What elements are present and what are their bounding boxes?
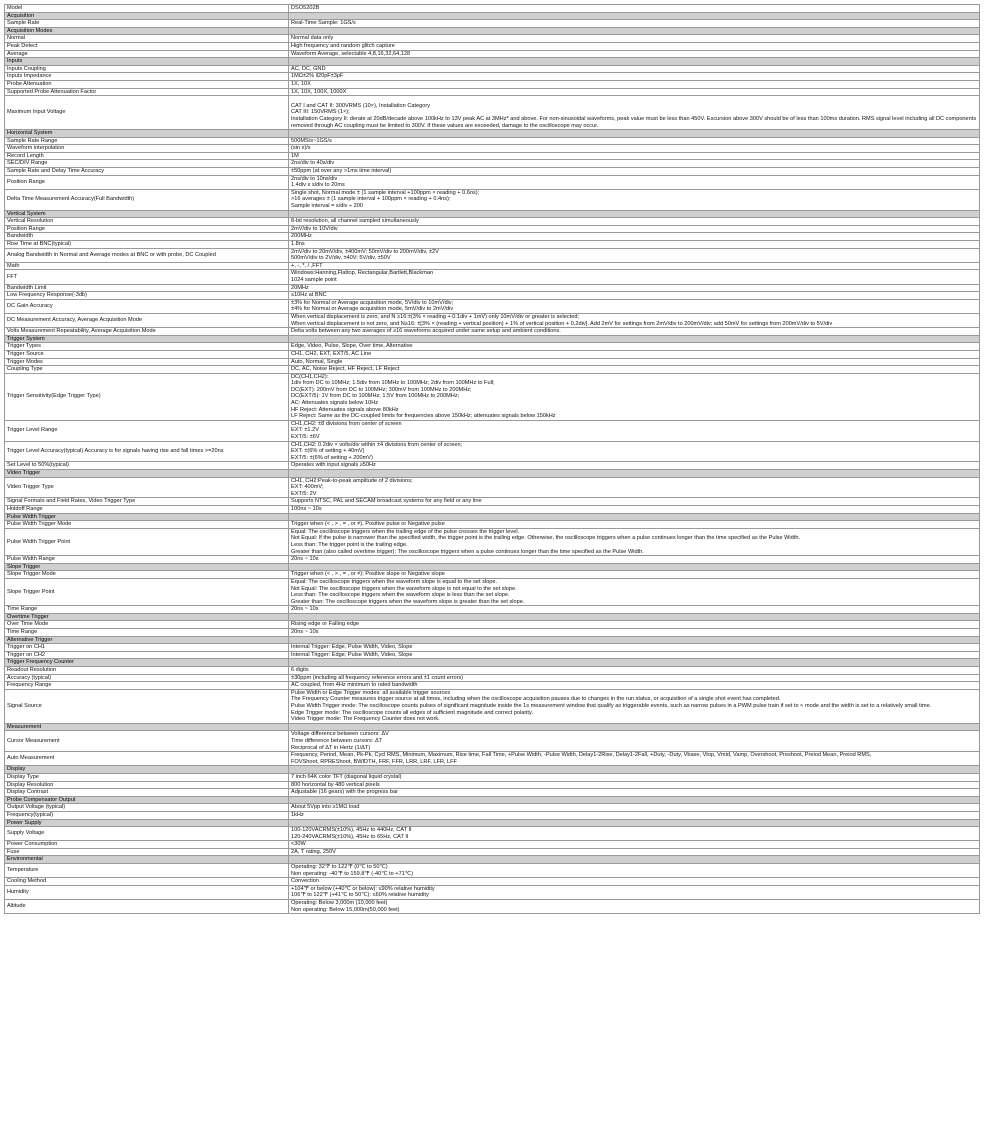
spec-row bbox=[5, 841, 980, 849]
section-filler-cell bbox=[289, 513, 980, 521]
spec-value: 2mV/div to 10V/div bbox=[289, 225, 980, 233]
spec-row bbox=[5, 505, 980, 513]
spec-row bbox=[5, 789, 980, 797]
spec-row bbox=[5, 137, 980, 145]
section-filler-cell bbox=[289, 856, 980, 864]
spec-value: 1X, 10X, 100X, 1000X bbox=[289, 88, 980, 96]
spec-value: Adjustable (16 gears) with the progress bar bbox=[289, 789, 980, 797]
spec-value: CH1,CH2: ±8 divisions from center of screen EXT: ±1.2V EXT/5: ±6V bbox=[289, 420, 980, 441]
section-filler-cell bbox=[289, 210, 980, 218]
section-title: Environmental bbox=[5, 856, 289, 864]
section-title: Video Trigger bbox=[5, 470, 289, 478]
spec-row bbox=[5, 50, 980, 58]
spec-row bbox=[5, 752, 980, 766]
section-title: Power Supply bbox=[5, 819, 289, 827]
section-title: Vertical System bbox=[5, 210, 289, 218]
spec-value: Equal: The oscilloscope triggers when the trailing edge of the pulse crosses the trigger level. Not Equal: If the pulse is narrower than the specified width, the trigger point is the trailing edge. Otherwise, the oscilloscope triggers when a pulse continues longer than the time specified as the Pulse Width. Less than: The trigger point is the trailing edge. Greater than (also called overtime trigger): The oscilloscope triggers when a pulse continues longer than the time specified as the Pulse Width. bbox=[289, 528, 980, 555]
section-filler-cell bbox=[289, 636, 980, 644]
spec-row bbox=[5, 731, 980, 752]
spec-value: 500MS/s~1GS/s bbox=[289, 137, 980, 145]
spec-label: Signal Source bbox=[5, 689, 289, 723]
spec-value: ±3% for Normal or Average acquisition mode, 5V/div to 10mV/div; ±4% for Normal or Average acquisition mode, 5mV/div to 2mV/div bbox=[289, 299, 980, 313]
spec-row bbox=[5, 313, 980, 327]
section-filler-cell bbox=[289, 27, 980, 35]
spec-value: 8-bit resolution, all channel sampled simultaneously bbox=[289, 218, 980, 226]
spec-row bbox=[5, 878, 980, 886]
spec-label: Peak Detect bbox=[5, 42, 289, 50]
spec-row bbox=[5, 80, 980, 88]
section-header-row bbox=[5, 796, 980, 804]
spec-value: Equal: The oscilloscope triggers when the waveform slope is equal to the set slope. Not Equal: The oscilloscope triggers when the waveform slope is not equal to the set slope. Less than: The oscilloscope triggers when the waveform slope is less than the set slope. Greater than: The oscilloscope triggers when the waveform slope is greater than the set slope. bbox=[289, 578, 980, 605]
spec-value: When vertical displacement is zero, and N ≥16:±(3% × reading + 0.1div + 1mV) only 10mV/div or greater is selected; When vertical displacement is not zero, and N≥16: ±[3% × (reading + vertical position) + 1% of vertical position + 0.2div]. Add 2mV for settings from 2mV/div to 200mV/div; add 50mV for settings from 200mV/div to 5V/div bbox=[289, 313, 980, 327]
spec-value: Real-Time Sample: 1GS/s bbox=[289, 20, 980, 28]
spec-label: Trigger on CH2 bbox=[5, 651, 289, 659]
spec-value: 20ns ~ 10s bbox=[289, 629, 980, 637]
spec-value: 20MHz bbox=[289, 284, 980, 292]
spec-label: Normal bbox=[5, 35, 289, 43]
spec-value: CH1, CH2, EXT, EXT/5, AC Line bbox=[289, 350, 980, 358]
spec-row bbox=[5, 885, 980, 899]
spec-row bbox=[5, 773, 980, 781]
section-filler-cell bbox=[289, 659, 980, 667]
spec-value: Normal data only bbox=[289, 35, 980, 43]
spec-row bbox=[5, 811, 980, 819]
spec-label: Rise Time at BNC(typical) bbox=[5, 241, 289, 249]
spec-label: Inputs Impedance bbox=[5, 73, 289, 81]
spec-row bbox=[5, 900, 980, 914]
spec-row bbox=[5, 350, 980, 358]
section-filler-cell bbox=[289, 723, 980, 731]
spec-value: ≤10Hz at BNC bbox=[289, 292, 980, 300]
spec-label: Sample Rate Range bbox=[5, 137, 289, 145]
spec-label: Set Level to 50%(typical) bbox=[5, 462, 289, 470]
section-header-row bbox=[5, 636, 980, 644]
spec-value: CH1,CH2: 0.2div × volts/div within ±4 divisions from center of screen; EXT: ±(6% of setting + 40mV) EXT/5: ±(6% of setting + 200mV) bbox=[289, 441, 980, 462]
spec-value: +104℉ or below (+40℃ or below): ≤90% relative humidity 106℉ to 122℉ (+41℃ to 50℃): ≤60% relative humidity bbox=[289, 885, 980, 899]
spec-row bbox=[5, 498, 980, 506]
spec-row bbox=[5, 781, 980, 789]
spec-label: DC Measurement Accuracy, Average Acquisition Mode bbox=[5, 313, 289, 327]
spec-row bbox=[5, 644, 980, 652]
section-header-row bbox=[5, 130, 980, 138]
section-filler-cell bbox=[289, 796, 980, 804]
spec-label: Humidity bbox=[5, 885, 289, 899]
section-filler-cell bbox=[289, 563, 980, 571]
section-title: Probe Compensator Output bbox=[5, 796, 289, 804]
spec-value: Single shot, Normal mode ± (1 sample interval +100ppm × reading + 0.6ns); >16 averages ± (1 sample interval + 100ppm × reading + 0.4ns); Sample interval = s/div ÷ 200 bbox=[289, 189, 980, 210]
spec-label: Cooling Method bbox=[5, 878, 289, 886]
spec-value: 100ns ~ 10s bbox=[289, 505, 980, 513]
spec-value: 800 horizontal by 480 vertical pixels bbox=[289, 781, 980, 789]
spec-row bbox=[5, 578, 980, 605]
spec-label: DC Gain Accuracy bbox=[5, 299, 289, 313]
spec-label: Trigger Level Accuracy(typical) Accuracy is for signals having rise and fall times >=20ns bbox=[5, 441, 289, 462]
spec-row bbox=[5, 65, 980, 73]
spec-row bbox=[5, 827, 980, 841]
spec-value: 20ns ~ 10s bbox=[289, 606, 980, 614]
spec-label: Frequency Range bbox=[5, 682, 289, 690]
section-filler-cell bbox=[289, 12, 980, 20]
spec-label: Readout Resolution bbox=[5, 667, 289, 675]
spec-value: Windows:Hanning,Flattop, Rectangular,Bartlett,Blackman 1024 sample point bbox=[289, 270, 980, 284]
spec-table-container bbox=[4, 4, 979, 914]
spec-label: Trigger Types bbox=[5, 343, 289, 351]
section-filler-cell bbox=[289, 613, 980, 621]
spec-label: FFT bbox=[5, 270, 289, 284]
spec-value: About 5Vpp into ≥1MΩ load bbox=[289, 804, 980, 812]
spec-label: Average bbox=[5, 50, 289, 58]
spec-label: Analog Bandwidth in Normal and Average modes at BNC or with probe, DC Coupled bbox=[5, 248, 289, 262]
spec-label: Trigger Sensitivity(Edge Trigger Type) bbox=[5, 373, 289, 420]
spec-row bbox=[5, 528, 980, 555]
spec-label: Bandwidth bbox=[5, 233, 289, 241]
spec-row bbox=[5, 629, 980, 637]
section-title: Pulse Width Trigger bbox=[5, 513, 289, 521]
spec-row bbox=[5, 218, 980, 226]
spec-row bbox=[5, 5, 980, 13]
section-header-row bbox=[5, 819, 980, 827]
spec-row bbox=[5, 477, 980, 498]
section-title: Trigger Frequency Counter bbox=[5, 659, 289, 667]
spec-label: Slope Trigger Point bbox=[5, 578, 289, 605]
spec-value: 200MHz bbox=[289, 233, 980, 241]
spec-row bbox=[5, 168, 980, 176]
spec-value: CH1, CH2:Peak-to-peak amplitude of 2 divisions; EXT: 400mV; EXT/5: 2V bbox=[289, 477, 980, 498]
spec-value: 1kHz bbox=[289, 811, 980, 819]
section-title: Acquisition bbox=[5, 12, 289, 20]
spec-label: Time Range bbox=[5, 606, 289, 614]
spec-row bbox=[5, 292, 980, 300]
spec-label: Maximum Input Voltage bbox=[5, 96, 289, 130]
spec-value: Supports NTSC, PAL and SECAM broadcast systems for any field or any line bbox=[289, 498, 980, 506]
spec-label: Vertical Resolution bbox=[5, 218, 289, 226]
section-title: Alternative Trigger bbox=[5, 636, 289, 644]
spec-label: Low Frequency Response(-3db) bbox=[5, 292, 289, 300]
spec-label: Power Consumption bbox=[5, 841, 289, 849]
spec-label: Temperature bbox=[5, 864, 289, 878]
spec-value: 100-120VACRMS(±10%), 45Hz to 440Hz, CAT II 120-240VACRMS(±10%), 45Hz to 65Hz, CAT II bbox=[289, 827, 980, 841]
spec-row bbox=[5, 521, 980, 529]
section-filler-cell bbox=[289, 58, 980, 66]
spec-row bbox=[5, 358, 980, 366]
section-title: Inputs bbox=[5, 58, 289, 66]
spec-label: Math bbox=[5, 262, 289, 270]
section-header-row bbox=[5, 470, 980, 478]
section-title: Display bbox=[5, 766, 289, 774]
section-header-row bbox=[5, 27, 980, 35]
spec-label: Sample Rate and Delay Time Accuracy bbox=[5, 168, 289, 176]
spec-label: Pulse Width Trigger Mode bbox=[5, 521, 289, 529]
spec-value: Rising edge or Falling edge bbox=[289, 621, 980, 629]
spec-value: 1M bbox=[289, 152, 980, 160]
spec-value: DC, AC, Noise Reject, HF Reject, LF Reject bbox=[289, 366, 980, 374]
section-header-row bbox=[5, 613, 980, 621]
section-filler-cell bbox=[289, 819, 980, 827]
spec-label: Position Range bbox=[5, 225, 289, 233]
section-header-row bbox=[5, 856, 980, 864]
spec-label: Altitude bbox=[5, 900, 289, 914]
section-filler-cell bbox=[289, 130, 980, 138]
specifications-table-body bbox=[5, 5, 980, 914]
spec-label: Accuracy (typical) bbox=[5, 674, 289, 682]
spec-row bbox=[5, 848, 980, 856]
spec-row bbox=[5, 73, 980, 81]
section-filler-cell bbox=[289, 335, 980, 343]
spec-label: Display Type bbox=[5, 773, 289, 781]
spec-label: Record Length bbox=[5, 152, 289, 160]
spec-row bbox=[5, 189, 980, 210]
spec-value: 2ns/div to 40s/div bbox=[289, 160, 980, 168]
spec-label: Bandwidth Limit bbox=[5, 284, 289, 292]
spec-row bbox=[5, 804, 980, 812]
spec-label: Trigger Level Range bbox=[5, 420, 289, 441]
spec-value: Trigger when (< , > , = , or ≠), Positive pulse or Negative pulse bbox=[289, 521, 980, 529]
spec-value: ±50ppm (at over any >1ms time interval) bbox=[289, 168, 980, 176]
spec-row bbox=[5, 674, 980, 682]
spec-label: Time Range bbox=[5, 629, 289, 637]
spec-row bbox=[5, 284, 980, 292]
section-header-row bbox=[5, 659, 980, 667]
spec-row bbox=[5, 651, 980, 659]
spec-label: Delta Time Measurement Accuracy(Full Bandwidth) bbox=[5, 189, 289, 210]
spec-row bbox=[5, 152, 980, 160]
spec-value: ±30ppm (including all frequency reference errors and ±1 count errors) bbox=[289, 674, 980, 682]
spec-row bbox=[5, 270, 980, 284]
spec-row bbox=[5, 462, 980, 470]
spec-row bbox=[5, 160, 980, 168]
spec-label: Pulse Width Range bbox=[5, 556, 289, 564]
spec-row bbox=[5, 667, 980, 675]
spec-label: Inputs Coupling bbox=[5, 65, 289, 73]
section-title: Horizontal System bbox=[5, 130, 289, 138]
spec-label: Display Contrast bbox=[5, 789, 289, 797]
section-title: Trigger System bbox=[5, 335, 289, 343]
spec-label: Signal Formats and Field Rates, Video Trigger Type bbox=[5, 498, 289, 506]
spec-row bbox=[5, 571, 980, 579]
spec-label: Coupling Type bbox=[5, 366, 289, 374]
spec-label: Trigger on CH1 bbox=[5, 644, 289, 652]
spec-row bbox=[5, 145, 980, 153]
spec-value: Convection bbox=[289, 878, 980, 886]
section-title: Acquisition Modes bbox=[5, 27, 289, 35]
spec-label: Position Range bbox=[5, 175, 289, 189]
spec-row bbox=[5, 248, 980, 262]
spec-value: DSO5202B bbox=[289, 5, 980, 13]
spec-row bbox=[5, 864, 980, 878]
spec-row bbox=[5, 20, 980, 28]
spec-row bbox=[5, 441, 980, 462]
spec-label: Slope Trigger Mode bbox=[5, 571, 289, 579]
spec-value: 1X, 10X bbox=[289, 80, 980, 88]
spec-label: Display Resolution bbox=[5, 781, 289, 789]
section-filler-cell bbox=[289, 766, 980, 774]
spec-label: Supported Probe Attenuation Factor bbox=[5, 88, 289, 96]
spec-value: Operating: 32℉ to 122℉ (0℃ to 50℃) Non operating: -40℉ to 159.8℉ (-40℃ to +71℃) bbox=[289, 864, 980, 878]
spec-value: 2ns/div to 10ns/div 1.4div x s/div to 20ms bbox=[289, 175, 980, 189]
spec-value: Edge, Video, Pulse, Slope, Over time, Alternative bbox=[289, 343, 980, 351]
spec-row bbox=[5, 299, 980, 313]
spec-value: Internal Trigger: Edge, Pulse Width, Video, Slope bbox=[289, 644, 980, 652]
spec-label: Sample Rate bbox=[5, 20, 289, 28]
section-title: Slope Trigger bbox=[5, 563, 289, 571]
spec-value: Waveform Average, selectable 4,8,16,32,64,128 bbox=[289, 50, 980, 58]
spec-row bbox=[5, 241, 980, 249]
spec-label: Fuse bbox=[5, 848, 289, 856]
spec-row bbox=[5, 262, 980, 270]
spec-label: Waveform interpolation bbox=[5, 145, 289, 153]
spec-value: 6 digits bbox=[289, 667, 980, 675]
spec-row bbox=[5, 606, 980, 614]
spec-label: Cursor Measurement bbox=[5, 731, 289, 752]
spec-value: <30W bbox=[289, 841, 980, 849]
spec-row bbox=[5, 420, 980, 441]
spec-value: CAT I and CAT II: 300VRMS (10×), Installation Category CAT III: 150VRMS (1×); Installation Category II: derate at 20dB/decade above 100kHz to 13V peak AC at 3MHz* and above. For non-sinusoidal waveforms, peak value must be less than 450V. Excursion above 300V should be of less than 100ms duration. RMS signal level including all DC components removed through AC coupling must be limited to 300V. If these values are exceeded, damage to the oscilloscope may occur. bbox=[289, 96, 980, 130]
section-header-row bbox=[5, 723, 980, 731]
spec-row bbox=[5, 343, 980, 351]
spec-label: Video Trigger Type bbox=[5, 477, 289, 498]
spec-label: Supply Voltage bbox=[5, 827, 289, 841]
spec-value: Internal Trigger: Edge, Pulse Width, Video, Slope bbox=[289, 651, 980, 659]
section-header-row bbox=[5, 563, 980, 571]
spec-value: (sin x)/x bbox=[289, 145, 980, 153]
section-title: Measurement bbox=[5, 723, 289, 731]
spec-value: 1.8ns bbox=[289, 241, 980, 249]
spec-value: Operating: Below 3,000m (10,000 feet) Non operating: Below 15,000m(50,000 feet) bbox=[289, 900, 980, 914]
spec-value: 2A, T rating, 250V bbox=[289, 848, 980, 856]
spec-value: Delta volts between any two averages of ≥16 waveforms acquired under same setup and ambient conditions. bbox=[289, 328, 980, 336]
spec-row bbox=[5, 373, 980, 420]
spec-row bbox=[5, 88, 980, 96]
spec-label: Holdoff Range bbox=[5, 505, 289, 513]
spec-label: Trigger Modes bbox=[5, 358, 289, 366]
section-header-row bbox=[5, 513, 980, 521]
spec-label: Pulse Width Trigger Point bbox=[5, 528, 289, 555]
spec-value: DC(CH1,CH2): 1div from DC to 10MHz; 1.5div from 10MHz to 100MHz; 2div from 100MHz to Full; DC(EXT): 200mV from DC to 100MHz; 300mV from 100MHz to 200MHz; DC(EXT/5): 1V from DC to 100MHz; 1.5V from 100MHz to 200MHz; AC: Attenuates signals below 10Hz HF Reject: Attenuates signals above 80kHz LF Reject: Same as the DC-coupled limits for frequencies above 150kHz; attenuates signals below 150kHz bbox=[289, 373, 980, 420]
spec-value: High frequency and random glitch capture bbox=[289, 42, 980, 50]
section-filler-cell bbox=[289, 470, 980, 478]
spec-row bbox=[5, 35, 980, 43]
spec-row bbox=[5, 175, 980, 189]
spec-value: Pulse Width or Edge Trigger modes: all available trigger sources The Frequency Counter measures trigger source at all times, including when the oscilloscope acquisition pauses due to changes in the run status, or acquisition of a single shot event has completed. Pulse Width Trigger mode: The oscilloscope counts pulses of significant magnitude inside the 1s measurement window that qualify as triggerable events, such as narrow pulses in a PWM pulse train if set to < mode and the width is set to a relatively small time. Edge Trigger mode: The oscilloscope counts all edges of sufficient magnitude and correct polarity. Video Trigger mode: The Frequency Counter does not work. bbox=[289, 689, 980, 723]
spec-row bbox=[5, 233, 980, 241]
spec-row bbox=[5, 366, 980, 374]
spec-row bbox=[5, 42, 980, 50]
section-title: Overtime Trigger bbox=[5, 613, 289, 621]
spec-label: Trigger Source bbox=[5, 350, 289, 358]
spec-label: Output Voltage (typical) bbox=[5, 804, 289, 812]
spec-label: Volts Measurement Repeatability, Average Acquisition Mode bbox=[5, 328, 289, 336]
spec-row bbox=[5, 556, 980, 564]
spec-value: Auto, Normal, Single bbox=[289, 358, 980, 366]
spec-label: Model bbox=[5, 5, 289, 13]
specifications-table bbox=[4, 4, 980, 914]
spec-value: 20ns ~ 10s bbox=[289, 556, 980, 564]
spec-label: Probe Attenuation bbox=[5, 80, 289, 88]
spec-value: AC, DC, GND bbox=[289, 65, 980, 73]
spec-label: Over Time Mode bbox=[5, 621, 289, 629]
spec-label: Auto Measurement bbox=[5, 752, 289, 766]
spec-row bbox=[5, 96, 980, 130]
spec-label: Frequency(typical) bbox=[5, 811, 289, 819]
spec-row bbox=[5, 689, 980, 723]
spec-value: AC coupled, from 4Hz minimum to rated bandwidth bbox=[289, 682, 980, 690]
spec-value: Operates with input signals ≥50Hz bbox=[289, 462, 980, 470]
spec-value: 1MΩ±2% ‖20pF±3pF bbox=[289, 73, 980, 81]
section-header-row bbox=[5, 766, 980, 774]
spec-value: 2mV/div to 20mV/div, ±400mV; 50mV/div to 200mV/div, ±2V 500mV/div to 2V/div, ±40V; 5V/div, ±50V bbox=[289, 248, 980, 262]
spec-label: SEC/DIV Range bbox=[5, 160, 289, 168]
section-header-row bbox=[5, 335, 980, 343]
spec-value: +, -, *, / ,FFT bbox=[289, 262, 980, 270]
spec-row bbox=[5, 682, 980, 690]
spec-value: Voltage difference between cursors: ΔV Time difference between cursors: ΔT Reciprocal of ΔT in Hertz (1/ΔT) bbox=[289, 731, 980, 752]
section-header-row bbox=[5, 210, 980, 218]
spec-value: Frequency, Period, Mean, Pk-Pk, Cycl RMS, Minimum, Maximum, Rise time, Fall Time, +Pulse Width, -Pulse Width, Delay1-2Rise, Delay1-2Fall, +Duty, -Duty, Vbase, Vtop, Vmid, Vamp, Overshoot, Preshoot, Preiod Mean, Preiod RMS, FOVShoot, RPREShoot, BWIDTH, FRF, FFR, LRR, LRF, LFR, LFF bbox=[289, 752, 980, 766]
spec-row bbox=[5, 225, 980, 233]
spec-row bbox=[5, 621, 980, 629]
spec-value: Trigger when (< , > , = , or ≠); Positive slope or Negative slope bbox=[289, 571, 980, 579]
section-header-row bbox=[5, 58, 980, 66]
spec-row bbox=[5, 328, 980, 336]
spec-value: 7 inch 64K color TFT (diagonal liquid crystal) bbox=[289, 773, 980, 781]
section-header-row bbox=[5, 12, 980, 20]
